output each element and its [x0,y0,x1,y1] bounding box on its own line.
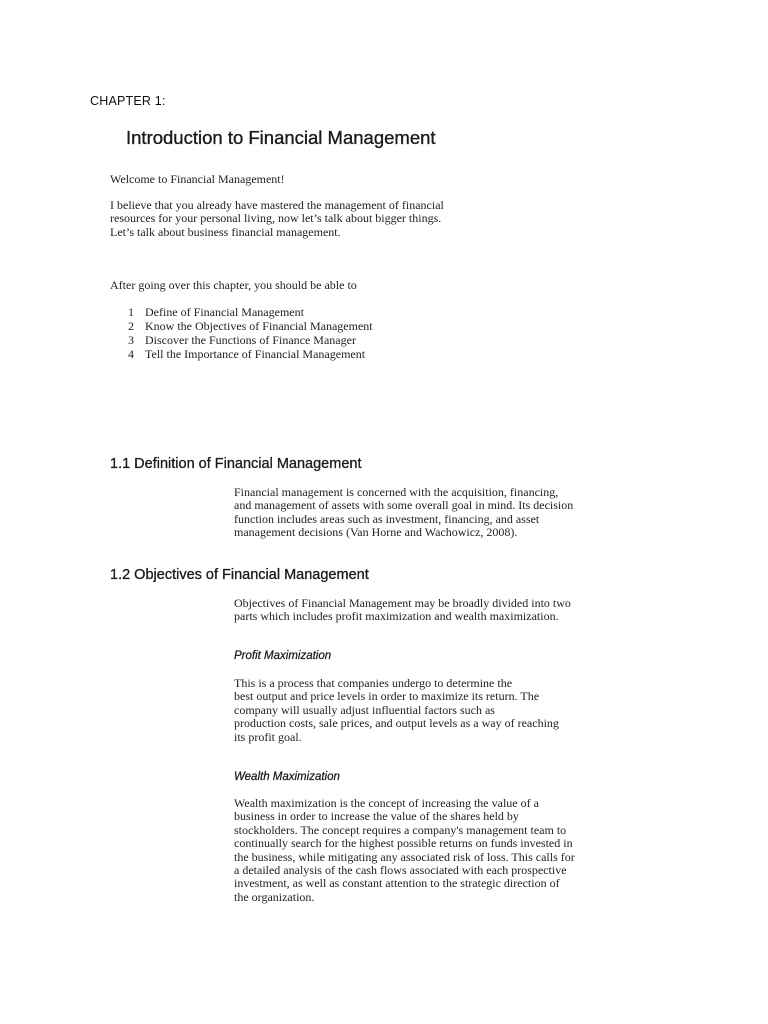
paragraph-line: function includes areas such as investment, financing, and asset [234,511,540,526]
page-title: Introduction to Financial Management [126,127,436,148]
list-item-text: Know the Objectives of Financial Management [145,319,373,333]
definition-paragraph [234,486,572,540]
subheading-profit-maximization: Profit Maximization [234,650,332,662]
paragraph-line: and management of assets with some overall goal in mind. Its decision [234,498,574,513]
list-item-text: Define of Financial Management [145,305,304,319]
paragraph-line: company will usually adjust influential factors such as [234,702,495,717]
paragraph-line: continually search for the highest possible returns on funds invested in [234,836,573,851]
objectives-paragraph [234,597,572,624]
list-item [128,347,373,361]
paragraph-line: management decisions (Van Horne and Wachowicz, 2008). [234,525,518,540]
subheading-wealth-maximization: Wealth Maximization [234,771,340,783]
paragraph-line: investment, as well as constant attention to the strategic direction of [234,876,560,891]
list-item-number: 2 [128,319,134,333]
list-item-text: Discover the Functions of Finance Manager [145,333,356,347]
list-item-number: 4 [128,347,134,361]
chapter-label: CHAPTER 1: [90,94,166,108]
paragraph-line: the organization. [234,889,315,904]
intro-paragraph [110,199,450,239]
paragraph-line: the business, while mitigating any associated risk of loss. This calls for [234,849,575,864]
paragraph-line: its profit goal. [234,729,302,744]
list-item-text: Tell the Importance of Financial Management [145,347,366,361]
intro-line: Let’s talk about business financial management. [110,224,341,239]
paragraph-line: Wealth maximization is the concept of increasing the value of a [234,796,539,810]
list-item [128,305,373,319]
list-item-number: 3 [128,333,134,347]
paragraph-line: a detailed analysis of the cash flows associated with each prospective [234,863,567,878]
paragraph-line: stockholders. The concept requires a company's management team to [234,822,567,837]
paragraph-line: best output and price levels in order to maximize its return. The [234,689,540,704]
profit-maximization-paragraph [234,677,564,744]
learning-objectives-lead: After going over this chapter, you should be able to [110,278,357,292]
list-item [128,319,373,333]
section-heading-definition: 1.1 Definition of Financial Management [110,456,362,472]
intro-line: I believe that you already have mastered the management of financial [110,198,444,212]
learning-objectives-list [128,305,373,361]
paragraph-line: business in order to increase the value of the shares held by [234,809,519,824]
paragraph-line: parts which includes profit maximization and wealth maximization. [234,609,559,624]
wealth-maximization-paragraph [234,797,576,904]
paragraph-line: Objectives of Financial Management may be broadly divided into two [234,596,571,610]
welcome-text: Welcome to Financial Management! [110,172,285,186]
paragraph-line: Financial management is concerned with the acquisition, financing, [234,485,559,499]
intro-line: resources for your personal living, now let’s talk about bigger things. [110,211,442,226]
section-heading-objectives: 1.2 Objectives of Financial Management [110,567,369,583]
paragraph-line: production costs, sale prices, and output levels as a way of reaching [234,716,559,731]
paragraph-line: This is a process that companies undergo to determine the [234,676,513,690]
list-item-number: 1 [128,305,134,319]
list-item [128,333,373,347]
